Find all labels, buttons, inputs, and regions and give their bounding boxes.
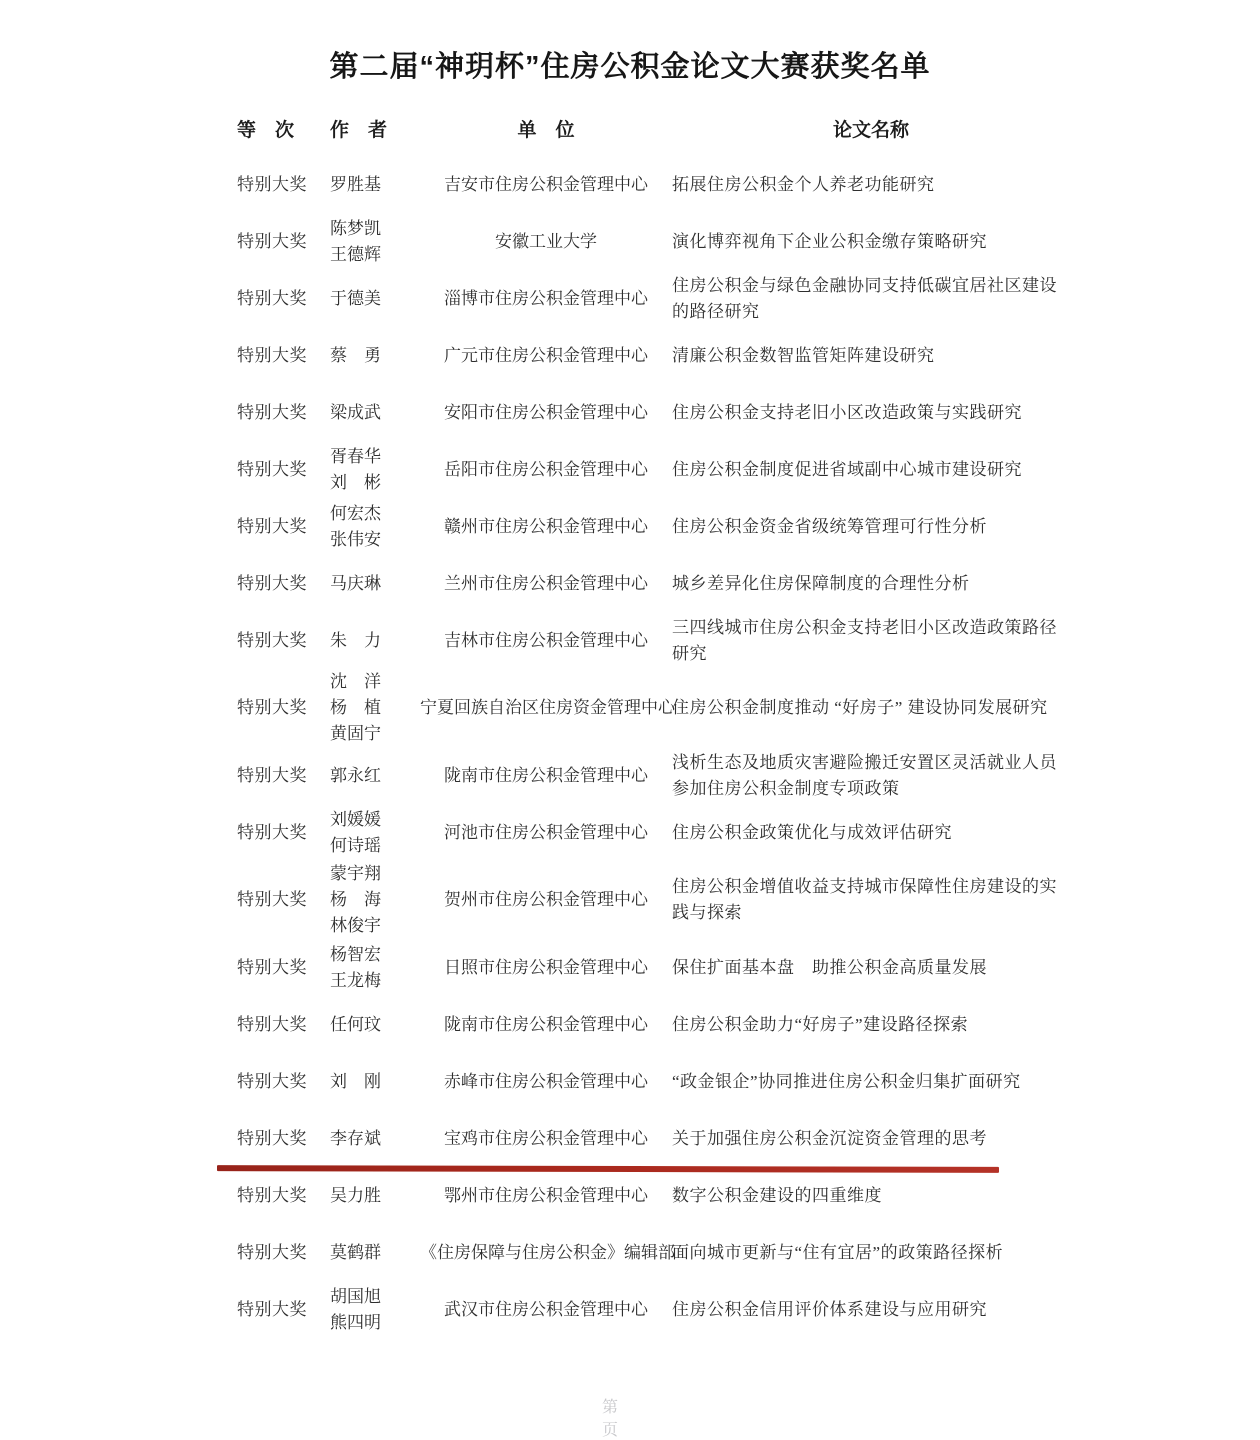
table-row: [237, 747, 1070, 804]
rank-cell: 特别大奖: [237, 765, 307, 785]
rank-cell: 特别大奖: [237, 1299, 307, 1319]
paper-title-cell: 住房公积金制度推动 “好房子” 建设协同发展研究: [672, 698, 1048, 717]
author-cell: [330, 216, 420, 268]
rank-cell: 特别大奖: [237, 1128, 307, 1148]
organization-cell: 《住房保障与住房公积金》编辑部: [420, 1242, 675, 1262]
author-name: 刘媛媛: [330, 809, 381, 829]
author-cell: [330, 628, 420, 654]
author-name: 李存斌: [330, 1128, 381, 1148]
author-name: 杨 海: [330, 890, 381, 909]
table-row: [237, 498, 1070, 555]
table-row: [237, 327, 1070, 384]
author-cell: [330, 400, 420, 426]
author-cell: [330, 669, 420, 747]
paper-title-cell: 住房公积金增值收益支持城市保障性住房建设的实践与探索: [672, 877, 1057, 922]
organization-cell: 鄂州市住房公积金管理中心: [444, 1185, 648, 1205]
author-name: 罗胜基: [330, 174, 381, 194]
organization-cell: 日照市住房公积金管理中心: [444, 957, 648, 977]
organization-cell: 赤峰市住房公积金管理中心: [444, 1071, 648, 1091]
author-name: 沈 洋: [330, 672, 381, 691]
author-cell: [330, 501, 420, 553]
paper-title-cell: 演化博弈视角下企业公积金缴存策略研究: [672, 231, 987, 251]
organization-cell: 淄博市住房公积金管理中心: [444, 288, 648, 308]
author-cell: [330, 343, 420, 369]
paper-title-cell: 三四线城市住房公积金支持老旧小区改造政策路径研究: [672, 617, 1057, 663]
author-name: 马庆琳: [330, 573, 381, 593]
organization-cell: 岳阳市住房公积金管理中心: [444, 459, 648, 479]
rank-cell: 特别大奖: [237, 957, 307, 977]
author-cell: [330, 1183, 420, 1209]
table-row: [237, 939, 1070, 996]
paper-title-cell: 保住扩面基本盘 助推公积金高质量发展: [672, 957, 987, 977]
table-row: [237, 1281, 1070, 1338]
author-cell: [330, 807, 420, 859]
author-name: 熊四明: [330, 1312, 381, 1332]
paper-title-cell: “政金银企”协同推进住房公积金归集扩面研究: [672, 1071, 1021, 1091]
paper-title-cell: 清廉公积金数智监管矩阵建设研究: [672, 345, 935, 365]
header-author: 作 者: [330, 120, 388, 141]
author-name: 于德美: [330, 288, 381, 308]
rank-cell: 特别大奖: [237, 1071, 307, 1091]
author-cell: [330, 1069, 420, 1095]
rank-cell: 特别大奖: [237, 459, 307, 479]
author-name: 黄固宁: [330, 724, 381, 743]
author-name: 刘 彬: [330, 472, 381, 492]
author-name: 蒙宇翔: [330, 864, 381, 883]
author-name: 张伟安: [330, 529, 381, 549]
author-name: 郭永红: [330, 765, 381, 785]
author-name: 杨 植: [330, 698, 381, 717]
author-cell: [330, 286, 420, 312]
table-row: [237, 804, 1070, 861]
author-cell: [330, 1126, 420, 1152]
author-cell: [330, 1012, 420, 1038]
author-cell: [330, 444, 420, 496]
award-table: [0, 115, 1260, 1338]
rank-cell: 特别大奖: [237, 630, 307, 650]
header-organization: 单 位: [517, 120, 575, 141]
table-row: [237, 1224, 1070, 1281]
rank-cell: 特别大奖: [237, 1242, 307, 1262]
author-name: 杨智宏: [330, 944, 381, 964]
rank-cell: 特别大奖: [237, 573, 307, 593]
rank-cell: 特别大奖: [237, 1185, 307, 1205]
organization-cell: 贺州市住房公积金管理中心: [444, 890, 648, 909]
organization-cell: 陇南市住房公积金管理中心: [444, 765, 648, 785]
author-name: 何宏杰: [330, 503, 381, 523]
paper-title-cell: 住房公积金支持老旧小区改造政策与实践研究: [672, 402, 1022, 422]
author-name: 刘 刚: [330, 1071, 381, 1091]
paper-title-cell: 城乡差异化住房保障制度的合理性分析: [672, 573, 970, 593]
table-row: [237, 612, 1070, 669]
page-title: 第二届“神玥杯”住房公积金论文大赛获奖名单: [329, 51, 931, 83]
author-name: 胡国旭: [330, 1286, 381, 1306]
table-row: [237, 441, 1070, 498]
author-name: 陈梦凯: [330, 218, 381, 238]
table-row: [237, 156, 1070, 213]
author-name: 王德辉: [330, 244, 381, 264]
table-row: [237, 1110, 1070, 1167]
paper-title-cell: 住房公积金政策优化与成效评估研究: [672, 822, 952, 842]
header-paper-title: 论文名称: [832, 120, 909, 141]
author-name: 梁成武: [330, 402, 381, 422]
author-name: 胥春华: [330, 446, 381, 466]
table-row: [237, 270, 1070, 327]
table-row: [237, 1167, 1070, 1224]
organization-cell: 吉林市住房公积金管理中心: [444, 630, 648, 650]
organization-cell: 吉安市住房公积金管理中心: [444, 174, 648, 194]
organization-cell: 武汉市住房公积金管理中心: [444, 1299, 648, 1319]
organization-cell: 河池市住房公积金管理中心: [444, 822, 648, 842]
organization-cell: 宁夏回族自治区住房资金管理中心: [420, 698, 675, 717]
table-row: [237, 384, 1070, 441]
author-name: 林俊宇: [330, 916, 381, 935]
author-name: 吴力胜: [330, 1185, 381, 1205]
organization-cell: 赣州市住房公积金管理中心: [444, 516, 648, 536]
paper-title-cell: 面向城市更新与“住有宜居”的政策路径探析: [672, 1242, 1004, 1262]
rank-cell: 特别大奖: [237, 345, 307, 365]
author-cell: [330, 1240, 420, 1266]
author-name: 朱 力: [330, 630, 381, 650]
rank-cell: 特别大奖: [237, 288, 307, 308]
table-row: [237, 213, 1070, 270]
rank-cell: 特别大奖: [237, 402, 307, 422]
author-cell: [330, 942, 420, 994]
organization-cell: 兰州市住房公积金管理中心: [444, 573, 648, 593]
header-rank: 等 次: [237, 120, 295, 141]
author-name: 莫鹤群: [330, 1242, 381, 1262]
table-row: [237, 1053, 1070, 1110]
paper-title-cell: 浅析生态及地质灾害避险搬迁安置区灵活就业人员参加住房公积金制度专项政策: [672, 752, 1057, 798]
rank-cell: 特别大奖: [237, 516, 307, 536]
author-name: 任何玟: [330, 1014, 381, 1034]
paper-title-cell: 住房公积金制度促进省域副中心城市建设研究: [672, 459, 1022, 479]
organization-cell: 陇南市住房公积金管理中心: [444, 1014, 648, 1034]
organization-cell: 宝鸡市住房公积金管理中心: [444, 1128, 648, 1148]
rank-cell: 特别大奖: [237, 890, 307, 909]
table-body: [237, 156, 1070, 1338]
organization-cell: 安阳市住房公积金管理中心: [444, 402, 648, 422]
author-cell: [330, 763, 420, 789]
organization-cell: 安徽工业大学: [495, 231, 597, 251]
rank-cell: 特别大奖: [237, 698, 307, 717]
paper-title-cell: 关于加强住房公积金沉淀资金管理的思考: [672, 1128, 987, 1148]
rank-cell: 特别大奖: [237, 822, 307, 842]
paper-title-cell: 数字公积金建设的四重维度: [672, 1185, 882, 1205]
author-name: 何诗瑶: [330, 835, 381, 855]
table-row: [237, 669, 1070, 747]
paper-title-cell: 住房公积金资金省级统筹管理可行性分析: [672, 516, 987, 536]
author-cell: [330, 861, 420, 939]
paper-title-cell: 住房公积金助力“好房子”建设路径探索: [672, 1014, 969, 1034]
paper-title-cell: 住房公积金信用评价体系建设与应用研究: [672, 1299, 987, 1319]
page-footer-fragment: 第 页: [602, 1399, 647, 1439]
organization-cell: 广元市住房公积金管理中心: [444, 345, 648, 365]
rank-cell: 特别大奖: [237, 174, 307, 194]
rank-cell: 特别大奖: [237, 1014, 307, 1034]
table-header: [237, 115, 1070, 142]
table-row: [237, 861, 1070, 939]
author-name: 蔡 勇: [330, 345, 381, 365]
table-row: [237, 996, 1070, 1053]
author-name: 王龙梅: [330, 970, 381, 990]
author-cell: [330, 1284, 420, 1336]
paper-title-cell: 拓展住房公积金个人养老功能研究: [672, 174, 935, 194]
table-row: [237, 555, 1070, 612]
rank-cell: 特别大奖: [237, 231, 307, 251]
author-cell: [330, 571, 420, 597]
paper-title-cell: 住房公积金与绿色金融协同支持低碳宜居社区建设的路径研究: [672, 275, 1057, 321]
author-cell: [330, 172, 420, 198]
